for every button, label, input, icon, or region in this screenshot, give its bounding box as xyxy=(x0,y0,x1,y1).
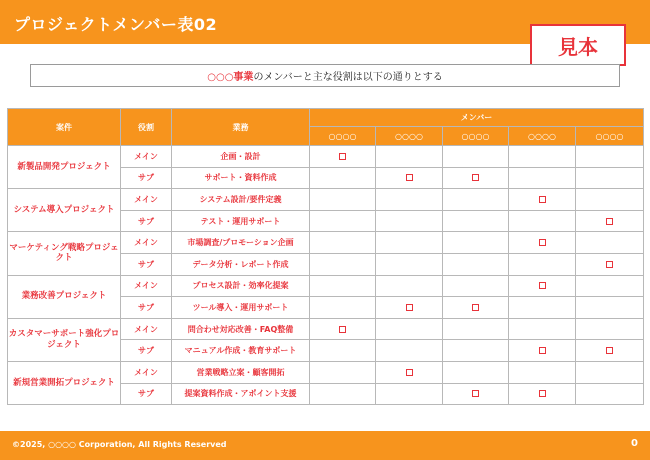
project-name: 業務改善プロジェクト xyxy=(8,275,121,318)
task-cell: システム設計/要件定義 xyxy=(172,189,310,211)
footer-copyright: ©2025, ○○○○ Corporation, All Rights Reserved xyxy=(12,440,227,449)
member-cell-5 xyxy=(576,253,644,275)
member-cell-4 xyxy=(509,318,576,340)
col-header-task: 業務 xyxy=(172,109,310,146)
project-name: 新規営業開拓プロジェクト xyxy=(8,361,121,404)
assignment-mark-icon xyxy=(472,304,479,311)
member-header-2: ○○○○ xyxy=(376,127,443,146)
role-cell: メイン xyxy=(121,318,172,340)
task-cell: プロセス設計・効率化提案 xyxy=(172,275,310,297)
role-cell: サブ xyxy=(121,210,172,232)
member-cell-1 xyxy=(310,210,376,232)
task-cell: サポート・資料作成 xyxy=(172,167,310,189)
member-cell-4 xyxy=(509,210,576,232)
member-header-1: ○○○○ xyxy=(310,127,376,146)
assignment-mark-icon xyxy=(472,390,479,397)
member-cell-4 xyxy=(509,253,576,275)
col-header-members: メンバー xyxy=(310,109,644,127)
member-cell-3 xyxy=(443,383,509,405)
member-cell-3 xyxy=(443,253,509,275)
member-cell-1 xyxy=(310,383,376,405)
member-cell-2 xyxy=(376,275,443,297)
assignment-mark-icon xyxy=(539,347,546,354)
member-cell-5 xyxy=(576,167,644,189)
member-cell-1 xyxy=(310,189,376,211)
member-cell-5 xyxy=(576,210,644,232)
role-cell: サブ xyxy=(121,167,172,189)
role-cell: メイン xyxy=(121,275,172,297)
assignment-mark-icon xyxy=(406,369,413,376)
member-cell-2 xyxy=(376,253,443,275)
member-cell-4 xyxy=(509,232,576,254)
member-cell-4 xyxy=(509,383,576,405)
assignment-mark-icon xyxy=(406,174,413,181)
member-cell-4 xyxy=(509,167,576,189)
task-cell: 提案資料作成・アポイント支援 xyxy=(172,383,310,405)
role-cell: メイン xyxy=(121,232,172,254)
member-cell-5 xyxy=(576,189,644,211)
member-cell-4 xyxy=(509,297,576,319)
assignment-mark-icon xyxy=(339,326,346,333)
member-cell-4 xyxy=(509,275,576,297)
member-cell-3 xyxy=(443,318,509,340)
member-cell-3 xyxy=(443,232,509,254)
member-cell-3 xyxy=(443,189,509,211)
assignment-mark-icon xyxy=(539,390,546,397)
role-cell: サブ xyxy=(121,297,172,319)
col-header-role: 役割 xyxy=(121,109,172,146)
member-cell-2 xyxy=(376,189,443,211)
col-header-project: 案件 xyxy=(8,109,121,146)
sample-stamp xyxy=(530,24,626,66)
member-cell-3 xyxy=(443,361,509,383)
assignment-mark-icon xyxy=(472,174,479,181)
task-cell: マニュアル作成・教育サポート xyxy=(172,340,310,362)
member-cell-1 xyxy=(310,318,376,340)
task-cell: 市場調査/プロモーション企画 xyxy=(172,232,310,254)
member-cell-2 xyxy=(376,167,443,189)
role-cell: サブ xyxy=(121,383,172,405)
project-name: カスタマーサポート強化プロジェクト xyxy=(8,318,121,361)
member-cell-2 xyxy=(376,383,443,405)
member-cell-1 xyxy=(310,361,376,383)
member-cell-2 xyxy=(376,146,443,168)
table-row xyxy=(8,318,644,340)
role-cell: メイン xyxy=(121,189,172,211)
member-header-3: ○○○○ xyxy=(443,127,509,146)
member-cell-5 xyxy=(576,297,644,319)
project-name: システム導入プロジェクト xyxy=(8,189,121,232)
member-cell-1 xyxy=(310,167,376,189)
member-cell-4 xyxy=(509,340,576,362)
assignment-mark-icon xyxy=(606,218,613,225)
task-cell: 企画・設計 xyxy=(172,146,310,168)
page-number: 0 xyxy=(631,438,638,449)
member-header-5: ○○○○ xyxy=(576,127,644,146)
member-cell-2 xyxy=(376,340,443,362)
role-cell: サブ xyxy=(121,340,172,362)
assignment-mark-icon xyxy=(539,196,546,203)
role-cell: サブ xyxy=(121,253,172,275)
member-cell-5 xyxy=(576,146,644,168)
task-cell: データ分析・レポート作成 xyxy=(172,253,310,275)
assignment-mark-icon xyxy=(339,153,346,160)
table-row xyxy=(8,146,644,168)
assignment-mark-icon xyxy=(606,261,613,268)
member-header-4: ○○○○ xyxy=(509,127,576,146)
member-cell-2 xyxy=(376,361,443,383)
member-cell-3 xyxy=(443,167,509,189)
member-cell-2 xyxy=(376,232,443,254)
member-cell-2 xyxy=(376,318,443,340)
member-cell-5 xyxy=(576,232,644,254)
member-cell-5 xyxy=(576,318,644,340)
member-cell-1 xyxy=(310,232,376,254)
role-cell: メイン xyxy=(121,146,172,168)
footer-bar xyxy=(0,431,650,460)
table-row xyxy=(8,189,644,211)
member-cell-2 xyxy=(376,297,443,319)
assignment-mark-icon xyxy=(606,347,613,354)
assignment-mark-icon xyxy=(406,304,413,311)
project-name: 新製品開発プロジェクト xyxy=(8,146,121,189)
task-cell: テスト・運用サポート xyxy=(172,210,310,232)
table-row xyxy=(8,275,644,297)
member-cell-1 xyxy=(310,275,376,297)
task-cell: 問合わせ対応改善・FAQ整備 xyxy=(172,318,310,340)
member-cell-4 xyxy=(509,146,576,168)
assignment-mark-icon xyxy=(539,282,546,289)
member-cell-3 xyxy=(443,340,509,362)
member-cell-1 xyxy=(310,297,376,319)
member-cell-5 xyxy=(576,383,644,405)
table-row xyxy=(8,361,644,383)
member-cell-1 xyxy=(310,340,376,362)
member-cell-5 xyxy=(576,361,644,383)
member-cell-5 xyxy=(576,275,644,297)
member-cell-2 xyxy=(376,210,443,232)
sample-stamp-label: 見本 xyxy=(558,34,598,59)
member-cell-3 xyxy=(443,297,509,319)
member-cell-1 xyxy=(310,253,376,275)
subtitle-highlight: ○○○事業 xyxy=(207,72,254,83)
member-cell-1 xyxy=(310,146,376,168)
task-cell: ツール導入・運用サポート xyxy=(172,297,310,319)
member-cell-3 xyxy=(443,210,509,232)
member-cell-4 xyxy=(509,189,576,211)
member-cell-5 xyxy=(576,340,644,362)
page-title: プロジェクトメンバー表02 xyxy=(14,15,218,34)
member-cell-3 xyxy=(443,146,509,168)
task-cell: 営業戦略立案・顧客開拓 xyxy=(172,361,310,383)
assignment-mark-icon xyxy=(539,239,546,246)
member-table xyxy=(7,108,644,405)
subtitle-text: のメンバーと主な役割は以下の通りとする xyxy=(253,72,443,83)
subtitle-box xyxy=(30,64,620,87)
table-row xyxy=(8,232,644,254)
member-cell-3 xyxy=(443,275,509,297)
member-cell-4 xyxy=(509,361,576,383)
role-cell: メイン xyxy=(121,361,172,383)
project-name: マーケティング戦略プロジェクト xyxy=(8,232,121,275)
